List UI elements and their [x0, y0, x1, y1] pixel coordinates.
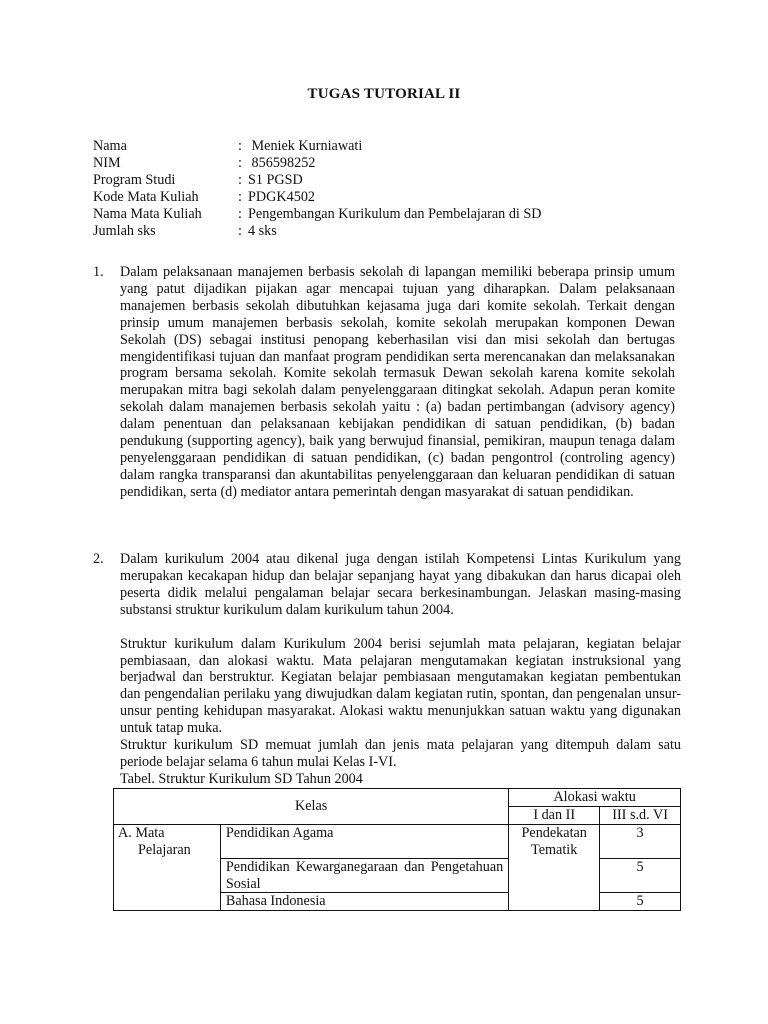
answer-paragraph: Struktur kurikulum dalam Kurikulum 2004 berisi sejumlah mata pelajaran, kegiatan belajar pembiasaan, dan alokasi waktu. Mata pelajaran mengutamakan kegiatan instruksional yang berjadwal dan berstruktur. Kegiatan belajar pembiasaan mengutamakan kegiatan pembentukan dan pengendalian perilaku yang diwujudkan dalam kegiatan rutin, spontan, dan pengenalan unsur-unsur penting kehidupan masyarakat. Alokasi waktu menunjukkan satuan waktu yang digunakan untuk tatap muka.	[120, 635, 681, 737]
question-list-2	[93, 551, 681, 911]
table-caption: Tabel. Struktur Kurikulum SD Tahun 2004	[120, 770, 363, 787]
identity-separator: :	[238, 223, 242, 239]
question-text: Dalam pelaksanaan manajemen berbasis sekolah di lapangan memiliki beberapa prinsip umum yang patut dijadikan pijakan agar mencapai tujuan yang diharapkan. Dalam pelaksanaan manajemen berbasis sekolah dibutuhkan kejasama juga dari komite sekolah. Terkait dengan prinsip umum manajemen berbasis sekolah, komite sekolah merupakan komponen Dewan Sekolah (DS) sebagai institusi penopang keberhasilan visi dan misi sekolah dan bertugas mengidentifikasi tujuan dan manfaat program pendidikan serta merencanakan dan melaksanakan program bersama sekolah. Komite sekolah termasuk Dewan sekolah karena komite sekolah merupakan mitra bagi sekolah dalam penyelenggaraan ditingkat sekolah. Adapun peran komite sekolah dalam manajemen berbasis sekolah yaitu : (a) badan pertimbangan (advisory agency) dalam penentuan dan pelaksanaan kebijakan pendidikan di satuan pendidikan, (b) badan pendukung (supporting agency), baik yang berwujud finansial, pemikiran, maupun tenaga dalam penyelenggaraan pendidikan di satuan pendidikan, (c) badan pengontrol (controling agency) dalam rangka transparansi dan akuntabilitas penyelenggaraan dan keluaran pendidikan di satuan pendidikan, serta (d) mediator antara pemerintah dengan masyarakat di satuan pendidikan.	[120, 264, 675, 500]
curriculum-table	[113, 788, 681, 912]
identity-label: Nama	[93, 138, 127, 154]
header-kelas: Kelas	[114, 788, 509, 824]
question-item-1	[93, 264, 675, 501]
value-cell: 5	[600, 858, 681, 893]
value-cell: 3	[600, 824, 681, 858]
subject-cell: Pendidikan Kewarganegaraan dan Pengetahuan Sosial	[220, 858, 508, 893]
value-cell: 5	[600, 893, 681, 911]
identity-row	[93, 172, 542, 189]
identity-row	[93, 223, 542, 240]
header-col-1: I dan II	[509, 806, 600, 824]
identity-label: Program Studi	[93, 172, 176, 188]
question-number: 2.	[93, 551, 104, 567]
question-content	[120, 264, 675, 501]
header-alokasi: Alokasi waktu	[509, 788, 681, 806]
identity-separator: :	[238, 172, 242, 188]
question-item-2	[93, 551, 681, 911]
answer-paragraph: Struktur kurikulum SD memuat jumlah dan jenis mata pelajaran yang ditempuh dalam satu periode belajar selama 6 tahun mulai Kelas I-VI.	[120, 737, 681, 770]
identity-separator: :	[238, 155, 242, 171]
page-title: TUGAS TUTORIAL II	[307, 86, 461, 102]
subject-cell: Bahasa Indonesia	[220, 893, 508, 911]
identity-row	[93, 155, 542, 172]
identity-value: PDGK4502	[248, 189, 316, 205]
identity-separator: :	[238, 189, 242, 205]
header-col-2: III s.d. VI	[600, 806, 681, 824]
subject-cell: Pendidikan Agama	[220, 824, 508, 858]
approach-cell: Pendekatan Tematik	[509, 824, 600, 911]
identity-separator: :	[238, 206, 242, 222]
identity-label: NIM	[93, 155, 121, 171]
identity-row	[93, 189, 542, 206]
identity-row	[93, 138, 542, 155]
identity-label: Kode Mata Kuliah	[93, 189, 199, 205]
table-header-row	[114, 788, 681, 806]
question-text: Dalam kurikulum 2004 atau dikenal juga dengan istilah Kompetensi Lintas Kurikulum yang merupakan kecakapan hidup dan belajar sepanjang hayat yang dibakukan dan harus dicapai oleh peserta didik melalui pengalaman belajar secara berkesinambungan. Jelaskan masing-masing substansi struktur kurikulum dalam kurikulum tahun 2004.	[120, 551, 681, 618]
group-label: A. Mata Pelajaran	[114, 824, 221, 911]
identity-value: S1 PGSD	[248, 172, 303, 188]
identity-value: 4 sks	[248, 223, 277, 239]
identity-value: 856598252	[248, 155, 316, 171]
identity-row	[93, 206, 542, 223]
table-row	[114, 824, 681, 858]
question-number: 1.	[93, 264, 104, 280]
identity-value: Pengembangan Kurikulum dan Pembelajaran di SD	[248, 206, 542, 222]
question-content	[120, 551, 681, 911]
identity-value: Meniek Kurniawati	[248, 138, 363, 154]
identity-label: Nama Mata Kuliah	[93, 206, 202, 222]
identity-label: Jumlah sks	[93, 223, 156, 239]
identity-block	[93, 138, 542, 240]
identity-separator: :	[238, 138, 242, 154]
question-list	[93, 264, 675, 501]
